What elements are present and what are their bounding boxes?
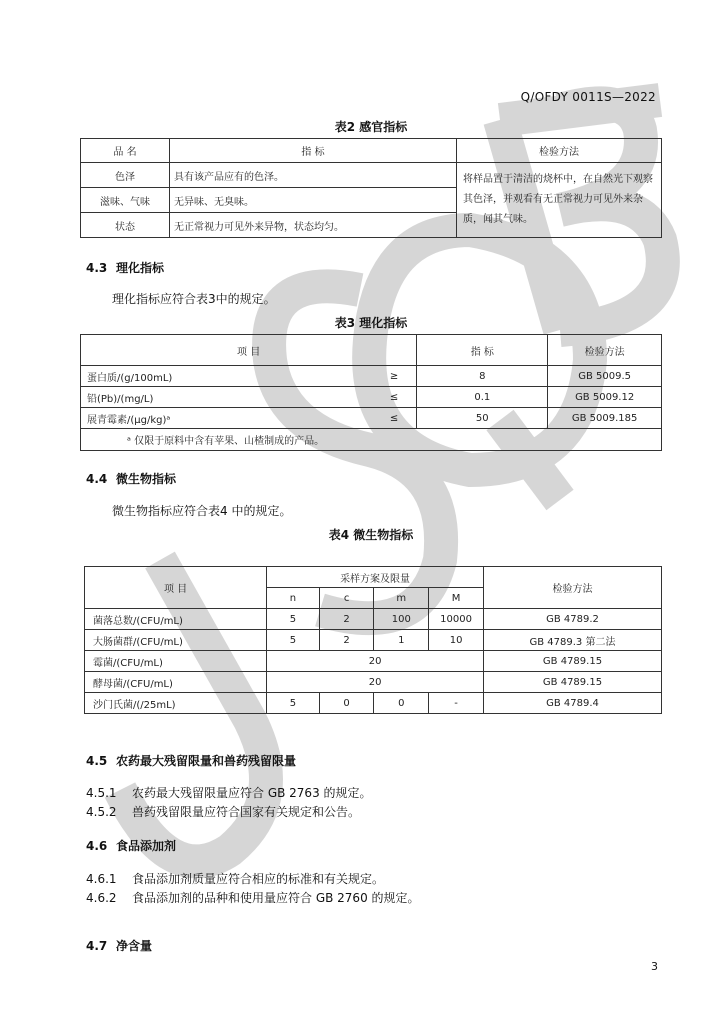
table3-row-op: ≤ [358, 408, 417, 429]
clause-text: 食品添加剂质量应符合相应的标准和有关规定。 [132, 872, 385, 886]
clause-number: 4.5.1 [86, 786, 117, 800]
table3-footnote: ᵃ 仅限于原料中含有苹果、山楂制成的产品。 [81, 429, 662, 451]
table2-method: 将样品置于清洁的烧杯中，在自然光下观察其色泽，并观看有无正常视力可见外来杂质，闻其气味。 [457, 163, 662, 238]
section-4-3-text: 理化指标应符合表3中的规定。 [112, 292, 276, 306]
clause-text: 农药最大残留限量应符合 GB 2763 的规定。 [132, 786, 372, 800]
table4-row-n: 5 [267, 609, 320, 630]
table2-row-name: 色泽 [81, 163, 170, 188]
section-4-5-1 [86, 784, 372, 801]
section-4-7-heading [86, 937, 152, 954]
section-title: 食品添加剂 [116, 839, 177, 853]
table2-row-indicator: 无正常视力可见外来异物，状态均匀。 [170, 213, 457, 238]
section-title: 净含量 [116, 939, 153, 953]
section-title: 理化指标 [116, 261, 165, 275]
document-code: Q/OFDY 0011S—2022 [520, 90, 656, 104]
table4-row-method: GB 4789.3 第二法 [484, 630, 662, 651]
section-number: 4.7 [86, 939, 108, 953]
clause-number: 4.6.2 [86, 891, 117, 905]
section-4-6-2 [86, 889, 420, 906]
table3-row-method: GB 5009.185 [548, 408, 662, 429]
section-4-6-heading [86, 837, 176, 854]
table3-row-method: GB 5009.12 [548, 387, 662, 408]
table4-row-item: 菌落总数/(CFU/mL) [85, 609, 267, 630]
table4-row-method: GB 4789.2 [484, 609, 662, 630]
table3-physicochemical [80, 334, 662, 451]
table4-row-n: 5 [267, 693, 320, 714]
table2-header-name: 品 名 [81, 139, 170, 163]
section-title: 微生物指标 [116, 472, 177, 486]
table4-sub-M: M [429, 588, 484, 609]
table2-caption: 表2 感官指标 [334, 120, 408, 134]
section-4-5-heading [86, 752, 296, 769]
table4-sub-n: n [267, 588, 320, 609]
table4-row-m: 100 [374, 609, 429, 630]
table4-sub-c: c [319, 588, 374, 609]
table3-row-op: ≥ [358, 366, 417, 387]
table4-caption: 表4 微生物指标 [328, 528, 414, 542]
table3-header-item: 项 目 [81, 335, 417, 366]
table4-row-m: 0 [374, 693, 429, 714]
section-number: 4.3 [86, 261, 108, 275]
table4-sub-m: m [374, 588, 429, 609]
table4-row-item: 霉菌/(CFU/mL) [85, 651, 267, 672]
table3-row-method: GB 5009.5 [548, 366, 662, 387]
clause-text: 食品添加剂的品种和使用量应符合 GB 2760 的规定。 [132, 891, 420, 905]
clause-text: 兽药残留限量应符合国家有关规定和公告。 [132, 805, 361, 819]
table3-header-method: 检验方法 [548, 335, 662, 366]
table4-row-c: 2 [319, 609, 374, 630]
table2-sensory [80, 138, 662, 238]
table4-row-merged: 20 [267, 651, 484, 672]
table4-microbiological [84, 566, 662, 714]
table2-row-indicator: 具有该产品应有的色泽。 [170, 163, 457, 188]
table3-row-item: 展青霉素/(μg/kg)ᵃ [81, 408, 359, 429]
table3-row-item: 蛋白质/(g/100mL) [81, 366, 359, 387]
table2-row-name: 状态 [81, 213, 170, 238]
section-number: 4.6 [86, 839, 108, 853]
table4-row-M: - [429, 693, 484, 714]
table3-row-item: 铅(Pb)/(mg/L) [81, 387, 359, 408]
section-4-4-heading [86, 470, 176, 487]
clause-number: 4.5.2 [86, 805, 117, 819]
clause-number: 4.6.1 [86, 872, 117, 886]
table4-row-n: 5 [267, 630, 320, 651]
table3-caption: 表3 理化指标 [334, 316, 408, 330]
table3-row-value: 8 [417, 366, 548, 387]
table4-row-item: 酵母菌/(CFU/mL) [85, 672, 267, 693]
table4-header-item: 项 目 [85, 567, 267, 609]
table2-header-method: 检验方法 [457, 139, 662, 163]
page-number: 3 [651, 960, 658, 973]
table4-row-m: 1 [374, 630, 429, 651]
table4-row-c: 2 [319, 630, 374, 651]
section-4-5-2 [86, 803, 360, 820]
table4-row-merged: 20 [267, 672, 484, 693]
table4-header-method: 检验方法 [484, 567, 662, 609]
table4-row-item: 大肠菌群/(CFU/mL) [85, 630, 267, 651]
table4-row-method: GB 4789.4 [484, 693, 662, 714]
table4-header-plan: 采样方案及限量 [267, 567, 484, 588]
table4-row-method: GB 4789.15 [484, 651, 662, 672]
section-number: 4.5 [86, 754, 108, 768]
table3-row-value: 50 [417, 408, 548, 429]
table2-row-indicator: 无异味、无臭味。 [170, 188, 457, 213]
table4-row-method: GB 4789.15 [484, 672, 662, 693]
table2-header-indicator: 指 标 [170, 139, 457, 163]
table3-row-value: 0.1 [417, 387, 548, 408]
table3-row-op: ≤ [358, 387, 417, 408]
section-4-4-text: 微生物指标应符合表4 中的规定。 [112, 504, 292, 518]
section-title: 农药最大残留限量和兽药残留限量 [116, 754, 297, 768]
table4-row-M: 10 [429, 630, 484, 651]
section-4-3-heading [86, 259, 164, 276]
table2-row-name: 滋味、气味 [81, 188, 170, 213]
section-number: 4.4 [86, 472, 108, 486]
table3-header-indicator: 指 标 [417, 335, 548, 366]
table4-row-c: 0 [319, 693, 374, 714]
table4-row-item: 沙门氏菌/(/25mL) [85, 693, 267, 714]
table4-row-M: 10000 [429, 609, 484, 630]
section-4-6-1 [86, 870, 384, 887]
